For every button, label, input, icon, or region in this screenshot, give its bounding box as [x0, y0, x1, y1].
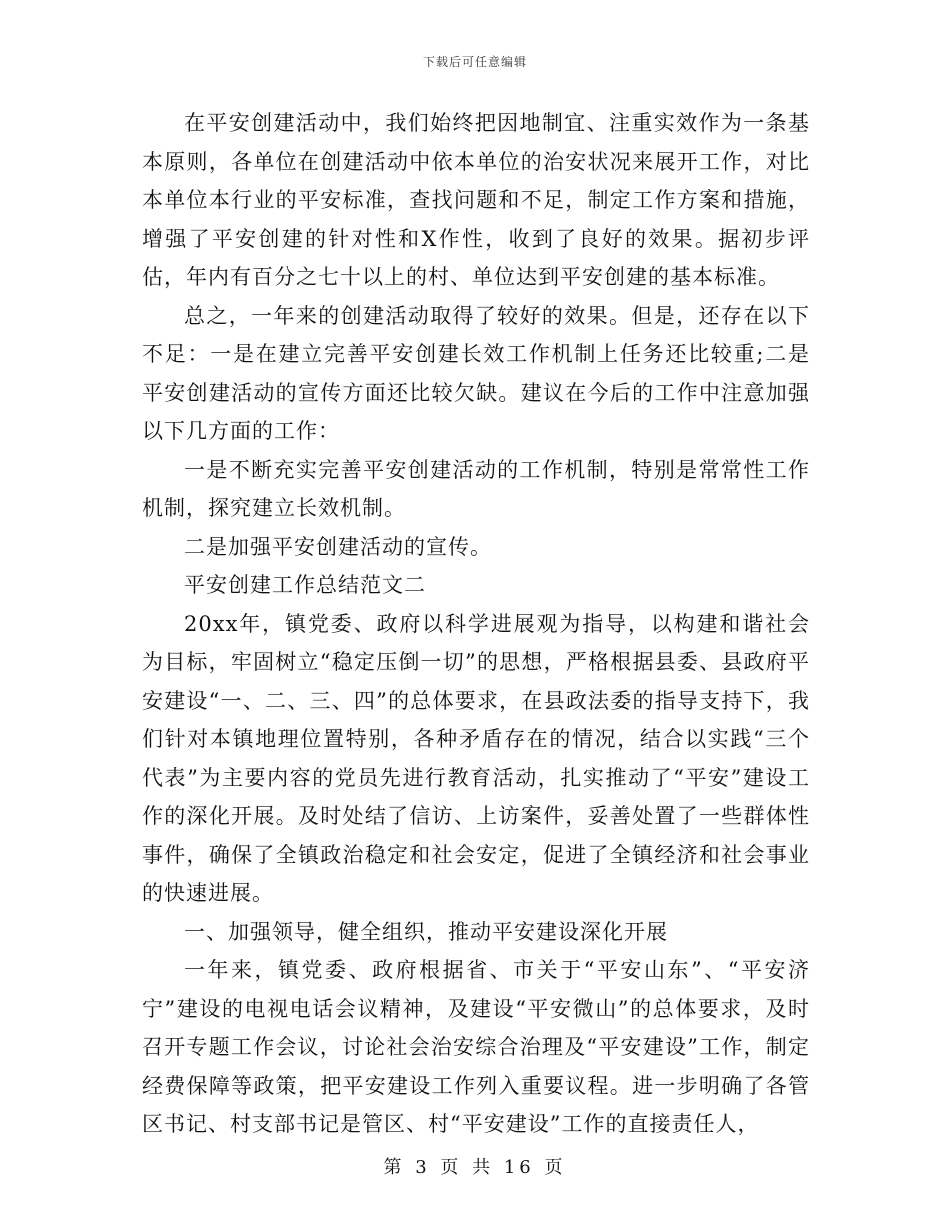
paragraph: 在平安创建活动中，我们始终把因地制宜、注重实效作为一条基本原则，各单位在创建活动中依本单位的治安状况来展开工作，对比本单位本行业的平安标准，查找问题和不足，制定工作方案和措施，增强了平安创建的针对性和X作性，收到了良好的效果。据初步评估，年内有百分之七十以上的村、单位达到平安创建的基本标准。: [142, 111, 810, 289]
page-footer: 第 3 页 共 16 页: [383, 1157, 567, 1178]
paragraph: 总之，一年来的创建活动取得了较好的效果。但是，还存在以下不足：一是在建立完善平安创建长效工作机制上任务还比较重;二是平安创建活动的宣传方面还比较欠缺。建议在今后的工作中注意加强以下几方面的工作：: [142, 303, 810, 443]
paragraph: 一年来，镇党委、政府根据省、市关于“平安山东”、“平安济宁”建设的电视电话会议精神，及建设“平安微山”的总体要求，及时召开专题工作会议，讨论社会治安综合治理及“平安建设”工作，制定经费保障等政策，把平安建设工作列入重要议程。进一步明确了各管区书记、村支部书记是管区、村“平安建设”工作的直接责任人，: [142, 958, 810, 1136]
paragraph: 20xx年，镇党委、政府以科学进展观为指导，以构建和谐社会为目标，牢固树立“稳定压倒一切”的思想，严格根据县委、县政府平安建设“一、二、三、四”的总体要求，在县政法委的指导支持下，我们针对本镇地理位置特别，各种矛盾存在的情况，结合以实践“三个代表”为主要内容的党员先进行教育活动，扎实推动了“平安”建设工作的深化开展。及时处结了信访、上访案件，妥善处置了一些群体性事件，确保了全镇政治稳定和社会安定，促进了全镇经济和社会事业的快速进展。: [142, 611, 810, 905]
document-body: [142, 104, 810, 1144]
section-heading: 一、加强领导，健全组织，推动平安建设深化开展: [184, 919, 668, 944]
paragraph: 二是加强平安创建活动的宣传。: [184, 534, 492, 559]
section-title: 平安创建工作总结范文二: [184, 573, 426, 597]
paragraph: 一是不断充实完善平安创建活动的工作机制，特别是常常性工作机制，探究建立长效机制。: [142, 457, 810, 520]
header-note: 下载后可任意编辑: [422, 55, 527, 69]
